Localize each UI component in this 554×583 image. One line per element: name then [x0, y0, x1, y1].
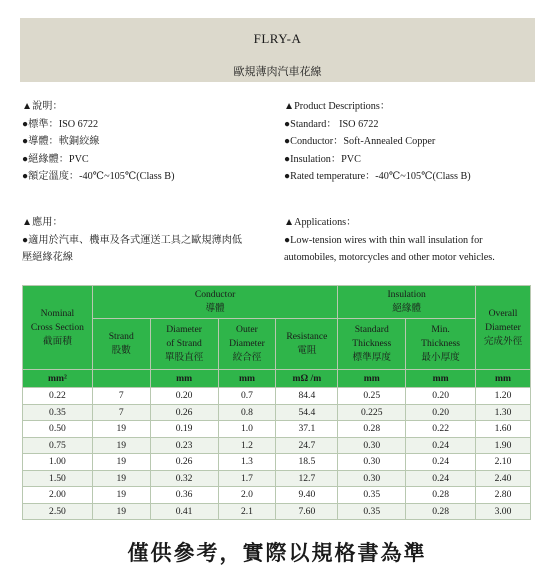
table-cell: 1.20: [476, 388, 531, 405]
description-cn: [22, 98, 174, 186]
table-row: [23, 388, 531, 405]
description-en: [284, 98, 471, 186]
applications-en: [284, 214, 495, 267]
header-standard-thickness: Standard Thickness 標準厚度: [338, 319, 406, 370]
table-cell: 0.35: [338, 487, 406, 504]
applications-en-line: automobiles, motorcycles and other motor vehicles.: [284, 252, 495, 264]
table-cell: 12.7: [276, 470, 338, 487]
table-row: [23, 404, 531, 421]
table-cell: 0.23: [150, 437, 218, 454]
table-cell: 1.50: [23, 470, 93, 487]
table-cell: 1.90: [476, 437, 531, 454]
header-insulation: Insulation 絕緣體: [338, 286, 476, 319]
table-cell: 0.20: [406, 388, 476, 405]
table-cell: 0.225: [338, 404, 406, 421]
table-cell: 1.2: [218, 437, 276, 454]
table-cell: 0.75: [23, 437, 93, 454]
table-cell: 0.26: [150, 404, 218, 421]
table-cell: 9.40: [276, 487, 338, 504]
table-cell: 19: [92, 437, 150, 454]
table-cell: 3.00: [476, 503, 531, 520]
table-cell: 24.7: [276, 437, 338, 454]
table-cell: 1.0: [218, 421, 276, 438]
table-cell: 0.30: [338, 454, 406, 471]
description-en-line: ●Rated temperature：-40℃~105℃(Class B): [284, 171, 471, 183]
description-en-line: ●Conductor：Soft-Annealed Copper: [284, 136, 436, 148]
table-cell: 84.4: [276, 388, 338, 405]
title-banner: [20, 18, 535, 82]
table-cell: 0.28: [406, 503, 476, 520]
table-cell: 2.50: [23, 503, 93, 520]
table-cell: 2.80: [476, 487, 531, 504]
description-en-line: ●Standard： ISO 6722: [284, 118, 379, 130]
table-row: [23, 487, 531, 504]
applications-cn-line: ●適用於汽車、機車及各式運送工具之歐規薄肉低: [22, 234, 243, 246]
table-cell: 19: [92, 421, 150, 438]
table-row: [23, 421, 531, 438]
table-cell: 2.40: [476, 470, 531, 487]
table-cell: 0.32: [150, 470, 218, 487]
header-nominal: Nominal Cross Section 截面積: [23, 286, 93, 370]
table-cell: 0.28: [406, 487, 476, 504]
table-row: [23, 454, 531, 471]
table-cell: 19: [92, 487, 150, 504]
description-cn-line: ●導體：軟銅絞線: [22, 136, 100, 148]
unit-cell: [92, 370, 150, 388]
table-cell: 0.41: [150, 503, 218, 520]
description-en-heading: ▲Product Descriptions：: [284, 101, 391, 112]
header-conductor: Conductor 導體: [92, 286, 337, 319]
table-cell: 0.8: [218, 404, 276, 421]
table-cell: 0.24: [406, 470, 476, 487]
table-cell: 1.7: [218, 470, 276, 487]
table-cell: 37.1: [276, 421, 338, 438]
header-strand-diameter: Diameter of Strand 單股直徑: [150, 319, 218, 370]
description-cn-line: ●額定溫度：-40℃~105℃(Class B): [22, 171, 175, 183]
unit-cell: mm²: [23, 370, 93, 388]
table-row: [23, 437, 531, 454]
disclaimer: 僅供參考，實際以規格書為準: [127, 540, 427, 565]
table-cell: 0.7: [218, 388, 276, 405]
description-cn-line: ●標準：ISO 6722: [22, 118, 99, 130]
unit-cell: mm: [150, 370, 218, 388]
table-cell: 1.3: [218, 454, 276, 471]
table-cell: 0.35: [23, 404, 93, 421]
table-row: [23, 503, 531, 520]
table-cell: 0.20: [150, 388, 218, 405]
table-cell: 0.22: [23, 388, 93, 405]
table-cell: 0.35: [338, 503, 406, 520]
table-cell: 0.50: [23, 421, 93, 438]
header-strand: Strand 股數: [92, 319, 150, 370]
header-outer-diameter: Outer Diameter 絞合徑: [218, 319, 276, 370]
table-cell: 1.60: [476, 421, 531, 438]
table-cell: 0.26: [150, 454, 218, 471]
unit-cell: mΩ /m: [276, 370, 338, 388]
table-cell: 1.00: [23, 454, 93, 471]
table-cell: 2.00: [23, 487, 93, 504]
table-cell: 7: [92, 388, 150, 405]
table-cell: 19: [92, 470, 150, 487]
applications-cn-heading: ▲應用：: [22, 217, 63, 228]
table-cell: 2.10: [476, 454, 531, 471]
description-cn-line: ●絕緣體：PVC: [22, 153, 89, 165]
description-cn-heading: ▲說明：: [22, 101, 63, 112]
header-min-thickness: Min. Thickness 最小厚度: [406, 319, 476, 370]
spec-table: [22, 285, 531, 520]
applications-en-line: ●Low-tension wires with thin wall insulation for: [284, 234, 483, 246]
product-name: 歐規薄肉汽車花線: [233, 66, 322, 78]
product-code: FLRY-A: [253, 31, 302, 46]
applications-en-heading: ▲Applications：: [284, 217, 357, 228]
units-row: [23, 370, 531, 388]
table-cell: 19: [92, 454, 150, 471]
table-cell: 0.19: [150, 421, 218, 438]
table-cell: 0.30: [338, 437, 406, 454]
unit-cell: mm: [218, 370, 276, 388]
table-cell: 18.5: [276, 454, 338, 471]
header-overall-diameter: Overall Diameter 完成外徑: [476, 286, 531, 370]
table-cell: 1.30: [476, 404, 531, 421]
unit-cell: mm: [338, 370, 406, 388]
table-cell: 0.24: [406, 454, 476, 471]
applications-cn-line: 壓絕緣花線: [22, 252, 73, 264]
table-cell: 0.25: [338, 388, 406, 405]
table-cell: 2.1: [218, 503, 276, 520]
table-cell: 0.36: [150, 487, 218, 504]
table-cell: 0.20: [406, 404, 476, 421]
table-cell: 0.30: [338, 470, 406, 487]
applications-cn: [22, 214, 242, 267]
unit-cell: mm: [406, 370, 476, 388]
table-row: [23, 470, 531, 487]
table-cell: 2.0: [218, 487, 276, 504]
table-cell: 0.28: [338, 421, 406, 438]
table-cell: 0.24: [406, 437, 476, 454]
table-cell: 0.22: [406, 421, 476, 438]
table-cell: 54.4: [276, 404, 338, 421]
unit-cell: mm: [476, 370, 531, 388]
table-cell: 7: [92, 404, 150, 421]
description-en-line: ●Insulation：PVC: [284, 153, 361, 165]
table-cell: 19: [92, 503, 150, 520]
table-cell: 7.60: [276, 503, 338, 520]
header-resistance: Resistance 電阻: [276, 319, 338, 370]
